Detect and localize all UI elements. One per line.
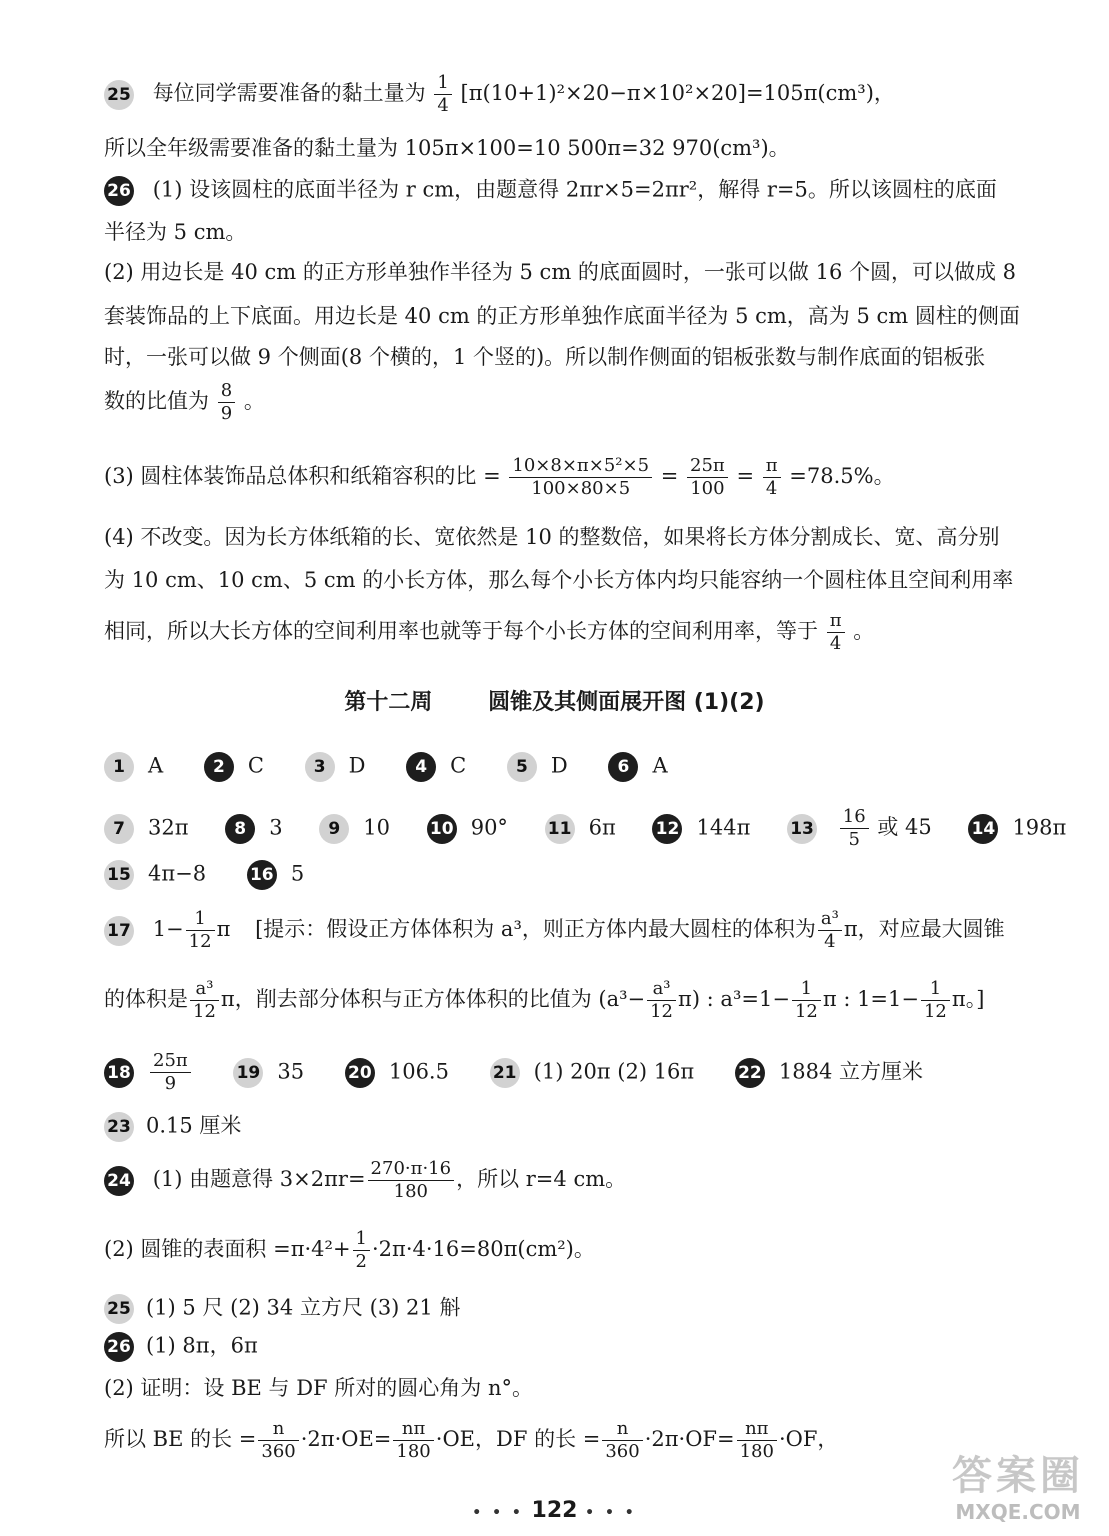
- question-badge: 11: [545, 814, 575, 844]
- text: π: [216, 917, 231, 941]
- fraction: [840, 806, 869, 851]
- question-badge: 8: [225, 814, 255, 844]
- question-badge: 9: [319, 814, 349, 844]
- denominator: 9: [164, 1073, 177, 1094]
- text: 。: [243, 389, 265, 413]
- denominator: 12: [923, 1001, 947, 1022]
- text: ·OF，: [778, 1427, 839, 1451]
- answer-value: 144π: [696, 815, 751, 839]
- question-badge: 5: [507, 752, 537, 782]
- answer-value: 10: [363, 815, 391, 839]
- fraction: [434, 72, 451, 117]
- denominator: 100: [690, 478, 725, 499]
- numerator: nπ: [737, 1418, 777, 1441]
- fraction: [602, 1418, 642, 1463]
- question-badge: 21: [490, 1058, 520, 1088]
- numerator: 8: [218, 380, 235, 403]
- q26-prev-line2: 半径为 5 cm。: [104, 220, 247, 244]
- numerator: a³: [647, 978, 676, 1001]
- denominator: 180: [396, 1441, 431, 1462]
- text: (1) 设该圆柱的底面半径为 r cm，由题意得 2πr×5=2πr²，解得 r=5。所以该圆柱的底面: [152, 177, 997, 202]
- q26-prev-line10: [104, 610, 874, 655]
- text: ·OE，DF 的长 =: [435, 1427, 601, 1451]
- question-badge: 18: [104, 1058, 134, 1088]
- fraction: [150, 1050, 191, 1095]
- answer-value: 0.15 厘米: [146, 1113, 242, 1138]
- text: π) : a³=1−: [678, 987, 790, 1011]
- text: =: [736, 464, 755, 488]
- answer-17-line1: [104, 908, 1005, 953]
- text: 所以 BE 的长 =: [104, 1427, 257, 1451]
- fraction: [792, 978, 821, 1023]
- numerator: π: [827, 610, 845, 633]
- answer-1: [104, 752, 163, 782]
- answer-20: [345, 1058, 449, 1088]
- numerator: 1: [434, 72, 451, 95]
- numerator: 1: [921, 978, 950, 1001]
- denominator: 12: [193, 1001, 216, 1022]
- answer-value: (1) 20π (2) 16π: [533, 1059, 695, 1083]
- fraction: [763, 455, 781, 500]
- numerator: π: [763, 455, 781, 478]
- hint-text: π，对应最大圆锥: [843, 917, 1005, 941]
- denominator: 12: [794, 1001, 818, 1022]
- numerator: n: [258, 1418, 298, 1441]
- q26-prev-line6: [104, 380, 265, 425]
- answers-row-4: [104, 1050, 923, 1095]
- numerator: nπ: [393, 1418, 433, 1441]
- answer-value: D: [550, 753, 568, 778]
- question-badge: 16: [247, 860, 277, 890]
- denominator: 4: [829, 633, 842, 654]
- answer-15: [104, 860, 206, 890]
- text: ，所以 r=4 cm。: [456, 1167, 627, 1191]
- numerator: 10×8×π×5²×5: [509, 455, 652, 478]
- denominator: 360: [261, 1441, 296, 1462]
- numerator: 1: [353, 1228, 370, 1251]
- answer-value: D: [348, 753, 366, 778]
- question-badge: 10: [427, 814, 457, 844]
- watermark-logo: [933, 1452, 1103, 1532]
- fraction: [737, 1418, 777, 1463]
- question-badge: 26: [104, 1332, 134, 1362]
- denominator: 9: [220, 403, 233, 424]
- q26-prev-line7: [104, 455, 895, 500]
- question-badge: 17: [104, 916, 134, 946]
- numerator: 1: [792, 978, 821, 1001]
- q26-prev-line1: [104, 176, 997, 206]
- answer-value: A: [652, 753, 668, 778]
- fraction: [218, 380, 235, 425]
- fraction: [827, 610, 845, 655]
- hint-text: [提示：假设正方体体积为 a³，则正方体内最大圆柱的体积为: [255, 917, 816, 941]
- question-badge: 2: [204, 752, 234, 782]
- text: 相同，所以大长方体的空间利用率也就等于每个小长方体的空间利用率，等于: [104, 619, 818, 643]
- answer-value: 32π: [148, 815, 189, 839]
- answer-17-line2: [104, 978, 984, 1023]
- question-badge: 15: [104, 860, 134, 890]
- answer-12: [652, 814, 750, 844]
- answer-value: 1884 立方厘米: [778, 1059, 924, 1083]
- text: 数的比值为: [104, 389, 209, 413]
- answer-10: [427, 814, 508, 844]
- denominator: 180: [739, 1441, 774, 1462]
- text: (3) 圆柱体装饰品总体积和纸箱容积的比 =: [104, 464, 501, 488]
- answer-value: 106.5: [388, 1059, 449, 1083]
- denominator: 4: [765, 478, 778, 499]
- answer-9: [319, 814, 390, 844]
- answer-22: [735, 1058, 923, 1088]
- answer-value: 5: [290, 861, 305, 886]
- answer-value: (1) 5 尺 (2) 34 立方尺 (3) 21 斛: [146, 1295, 461, 1320]
- question-badge: 7: [104, 814, 134, 844]
- section-heading: [0, 690, 1109, 716]
- numerator: 1: [186, 908, 215, 931]
- text: π。]: [951, 987, 985, 1011]
- fraction: [393, 1418, 433, 1463]
- answer-value: 或 45: [877, 815, 932, 839]
- answer-5: [507, 752, 568, 782]
- text: (1) 由题意得 3×2πr=: [152, 1167, 366, 1191]
- answer-value: 3: [269, 815, 283, 839]
- q26-prev-line5: 时，一张可以做 9 个侧面(8 个横的，1 个竖的)。所以制作侧面的铝板张数与制作底面的铝板张: [104, 345, 986, 369]
- answer-24-line1: [104, 1158, 626, 1203]
- heading-week: 第十二周: [344, 690, 433, 715]
- text: 。: [853, 619, 875, 643]
- answer-7: [104, 814, 189, 844]
- answer-value: 198π: [1012, 815, 1067, 839]
- numerator: a³: [190, 978, 219, 1001]
- answer-value: (1) 8π，6π: [146, 1333, 258, 1358]
- text: =78.5%。: [789, 464, 895, 488]
- question-badge: 1: [104, 752, 134, 782]
- fraction: [190, 978, 219, 1023]
- answer-26-line2: (2) 证明：设 BE 与 DF 所对的圆心角为 n°。: [104, 1376, 533, 1400]
- question-badge: 19: [233, 1058, 263, 1088]
- text: =: [660, 464, 679, 488]
- denominator: 4: [437, 95, 449, 116]
- question-badge: 24: [104, 1166, 134, 1196]
- fraction: [258, 1418, 298, 1463]
- q26-prev-line9: 为 10 cm、10 cm、5 cm 的小长方体，那么每个小长方体内均只能容纳一个圆柱体且空间利用率: [104, 568, 1014, 592]
- fraction: [368, 1158, 455, 1203]
- denominator: 360: [605, 1441, 640, 1462]
- q26-prev-line3: (2) 用边长是 40 cm 的正方形单独作半径为 5 cm 的底面圆时，一张可以做 16 个圆，可以做成 8: [104, 260, 1017, 284]
- numerator: 25π: [150, 1050, 191, 1073]
- text: 1−: [152, 917, 184, 941]
- answer-2: [204, 752, 264, 782]
- fraction: [818, 908, 842, 953]
- answer-19: [233, 1058, 304, 1088]
- question-badge: 23: [104, 1112, 134, 1142]
- q26-prev-line8: (4) 不改变。因为长方体纸箱的长、宽依然是 10 的整数倍，如果将长方体分割成长、宽、高分别: [104, 525, 1000, 549]
- numerator: n: [602, 1418, 642, 1441]
- text: π，削去部分体积与正方体体积的比值为 (a³−: [220, 987, 646, 1011]
- question-badge: 13: [787, 814, 817, 844]
- answer-value: 35: [277, 1059, 305, 1083]
- text: ·2π·4·16=80π(cm²)。: [372, 1237, 595, 1261]
- q25-prev-line2: 所以全年级需要准备的黏土量为 105π×100=10 500π=32 970(cm³)。: [104, 136, 790, 160]
- answer-3: [305, 752, 366, 782]
- q25-prev-line1: [104, 72, 895, 117]
- denominator: 4: [824, 931, 836, 952]
- fraction: [353, 1228, 370, 1273]
- answer-value: 6π: [588, 815, 616, 839]
- answer-value: C: [247, 753, 264, 778]
- answer-value: C: [450, 753, 467, 778]
- answer-11: [545, 814, 616, 844]
- text: [π(10+1)²×20−π×10²×20]=105π(cm³)，: [460, 81, 895, 105]
- q25-prev-badge: 25: [104, 80, 134, 110]
- denominator: 100×80×5: [531, 478, 631, 499]
- denominator: 180: [393, 1181, 428, 1202]
- text: ·2π·OF=: [644, 1427, 735, 1451]
- watermark-glyphs: 答案圈: [952, 1453, 1084, 1499]
- numerator: 270·π·16: [368, 1158, 455, 1181]
- fraction: [921, 978, 950, 1023]
- answers-row-1: [104, 752, 702, 782]
- denominator: 5: [848, 829, 860, 850]
- text: 的体积是: [104, 987, 188, 1011]
- answer-14: [968, 814, 1066, 844]
- answer-value: A: [148, 753, 164, 778]
- text: π : 1=1−: [822, 987, 919, 1011]
- fraction: [647, 978, 676, 1023]
- answer-8: [225, 814, 282, 844]
- question-badge: 20: [345, 1058, 375, 1088]
- answer-value: 4π−8: [148, 861, 207, 886]
- denominator: 2: [355, 1251, 367, 1272]
- q26-prev-line4: 套装饰品的上下底面。用边长是 40 cm 的正方形单独作底面半径为 5 cm，高为 5 cm 圆柱的侧面: [104, 304, 1020, 328]
- answer-25: [104, 1294, 460, 1324]
- fraction: [186, 908, 215, 953]
- left-dots: • • •: [472, 1505, 524, 1521]
- answer-13: [787, 806, 932, 851]
- q26-prev-badge: 26: [104, 176, 134, 206]
- answer-21: [490, 1058, 695, 1088]
- question-badge: 3: [305, 752, 335, 782]
- fraction: [687, 455, 728, 500]
- page-number: 122: [531, 1498, 578, 1523]
- answer-value: 90°: [470, 815, 508, 839]
- question-badge: 22: [735, 1058, 765, 1088]
- answers-row-3: [104, 860, 338, 890]
- heading-title: 圆锥及其侧面展开图 (1)(2): [488, 690, 765, 715]
- right-dots: • • •: [585, 1505, 637, 1521]
- answer-18: [104, 1050, 193, 1095]
- text: (2) 圆锥的表面积 =π·4²+: [104, 1237, 351, 1261]
- answers-row-2: [104, 806, 1066, 851]
- text: 每位同学需要准备的黏土量为: [152, 81, 426, 105]
- numerator: a³: [818, 908, 842, 931]
- question-badge: 6: [608, 752, 638, 782]
- denominator: 12: [188, 931, 212, 952]
- answer-4: [406, 752, 466, 782]
- denominator: 12: [650, 1001, 674, 1022]
- question-badge: 12: [652, 814, 682, 844]
- question-badge: 25: [104, 1294, 134, 1324]
- answer-26-line3: [104, 1418, 838, 1463]
- numerator: 25π: [687, 455, 728, 478]
- question-badge: 4: [406, 752, 436, 782]
- question-badge: 14: [968, 814, 998, 844]
- answer-16: [247, 860, 304, 890]
- answer-6: [608, 752, 667, 782]
- fraction: [509, 455, 652, 500]
- answer-23: [104, 1112, 241, 1142]
- answer-24-line2: [104, 1228, 595, 1273]
- watermark-text: MXQE.COM: [955, 1500, 1081, 1524]
- text: ·2π·OE=: [300, 1427, 392, 1451]
- answer-26-line1: [104, 1332, 258, 1362]
- numerator: 16: [840, 806, 869, 829]
